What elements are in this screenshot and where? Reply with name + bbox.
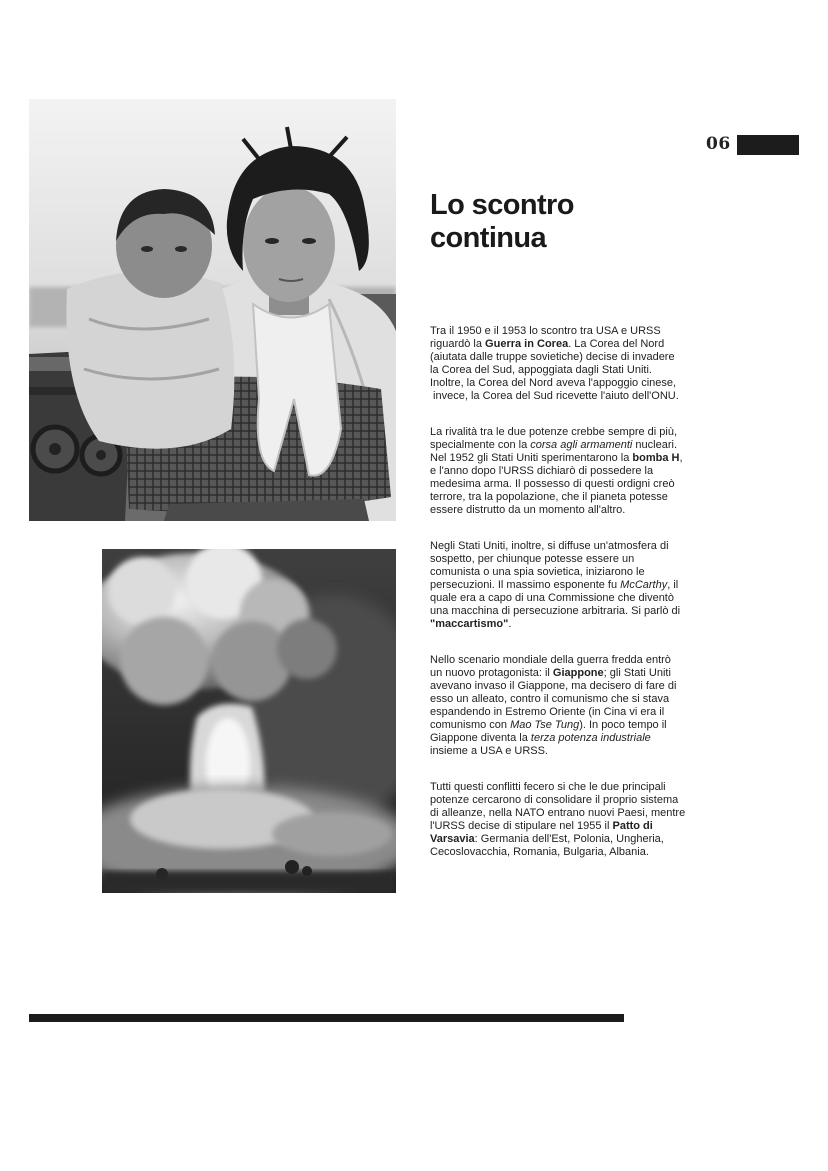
text-segment: comunismo con [430, 719, 511, 731]
text-segment: nucleari. [632, 439, 678, 451]
text-segment: invece, la Corea del Sud ricevette l'aiuto dell'ONU. [430, 390, 679, 402]
text-line [430, 719, 730, 732]
text-segment: comunista o una spia sovietica, iniziarono le [430, 566, 645, 578]
paragraph-3 [430, 540, 730, 631]
text-segment: una macchina di persecuzione arbitraria. Si parlò di [430, 605, 681, 617]
title-line-1: Lo scontro [430, 189, 574, 221]
bold-term: Giappone [552, 667, 604, 679]
paragraph-5 [430, 781, 730, 859]
text-segment: insieme a USA e URSS. [430, 745, 548, 757]
bold-term: Varsavia [430, 833, 475, 845]
text-segment: riguardò la [430, 338, 486, 350]
text-segment: , il [667, 579, 679, 591]
text-segment: medesima arma. Il possesso di questi ordigni creò [430, 478, 675, 490]
text-line [430, 540, 730, 553]
text-line [430, 706, 730, 719]
text-line [430, 833, 730, 846]
paragraph-2 [430, 426, 730, 517]
text-segment: la Corea del Sud, appoggiata dagli Stati Uniti. [430, 364, 652, 376]
text-line [430, 693, 730, 706]
text-segment: Nel 1952 gli Stati Uniti sperimentarono la [430, 452, 633, 464]
page-number: 06 [706, 134, 731, 154]
text-line [430, 439, 730, 452]
text-segment: ; gli Stati Uniti [603, 667, 671, 679]
text-line [430, 579, 730, 592]
text-segment: essere distrutto da un momento all'altro. [430, 504, 626, 516]
text-line [430, 351, 730, 364]
text-segment: : Germania dell'Est, Polonia, Ungheria, [474, 833, 664, 845]
footer-bar [29, 1014, 624, 1022]
text-line [430, 820, 730, 833]
text-line [430, 592, 730, 605]
text-line [430, 325, 730, 338]
italic-term: terza potenza industriale [530, 732, 651, 744]
text-line [430, 491, 730, 504]
korean-children-photo [29, 99, 396, 521]
text-segment: , [679, 452, 683, 464]
bold-term: Patto di [612, 820, 653, 832]
page-number-bar [737, 135, 799, 155]
text-segment: specialmente con la [430, 439, 531, 451]
text-segment: e l'anno dopo l'URSS dichiarò di possedere la [430, 465, 654, 477]
text-line [430, 667, 730, 680]
text-line [430, 566, 730, 579]
title-line-2: continua [430, 222, 547, 254]
italic-term: corsa agli armamenti [530, 439, 633, 451]
text-line [430, 807, 730, 820]
italic-term: McCarthy [620, 579, 668, 591]
text-segment: Giappone diventa la [430, 732, 531, 744]
bold-term: "maccartismo" [430, 618, 509, 630]
text-line [430, 745, 730, 758]
text-line [430, 338, 730, 351]
text-segment: Tra il 1950 e il 1953 lo scontro tra USA e URSS [430, 325, 661, 337]
text-line [430, 618, 730, 631]
text-line [430, 465, 730, 478]
text-segment: espandendo in Estremo Oriente (in Cina vi era il [430, 706, 665, 718]
text-segment: di alleanze, nella NATO entrano nuovi Paesi, mentre [430, 807, 686, 819]
bold-term: bomba H [632, 452, 680, 464]
text-segment: ). In poco tempo il [579, 719, 667, 731]
text-segment: . La Corea del Nord [568, 338, 665, 350]
text-segment: La rivalità tra le due potenze crebbe sempre di più, [430, 426, 678, 438]
text-line [430, 478, 730, 491]
text-segment: l'URSS decise di stipulare nel 1955 il [430, 820, 613, 832]
text-line [430, 426, 730, 439]
text-segment: esso un alleato, contro il comunismo che si stava [430, 693, 670, 705]
article-body [430, 325, 730, 882]
text-line [430, 364, 730, 377]
text-line [430, 654, 730, 667]
italic-term: Mao Tse Tung [510, 719, 580, 731]
bold-term: Guerra in Corea [485, 338, 569, 350]
text-line [430, 452, 730, 465]
text-line [430, 390, 730, 403]
text-segment: sospetto, per chiunque potesse essere un [430, 553, 635, 565]
text-line [430, 605, 730, 618]
text-segment: persecuzioni. Il massimo esponente fu [430, 579, 621, 591]
text-line [430, 553, 730, 566]
text-segment: potenze cercarono di consolidare il proprio sistema [430, 794, 679, 806]
text-segment: (aiutata dalle truppe sovietiche) decise di invadere [430, 351, 675, 363]
text-line [430, 781, 730, 794]
paragraph-1 [430, 325, 730, 403]
text-segment: quale era a capo di una Commissione che diventò [430, 592, 674, 604]
text-segment: Nello scenario mondiale della guerra fredda entrò [430, 654, 671, 666]
text-line [430, 794, 730, 807]
text-segment: Negli Stati Uniti, inoltre, si diffuse un'atmosfera di [430, 540, 669, 552]
text-segment: Inoltre, la Corea del Nord aveva l'appoggio cinese, [430, 377, 677, 389]
text-line [430, 846, 730, 859]
nuclear-explosion-photo [102, 549, 396, 893]
text-line [430, 680, 730, 693]
text-segment: avevano invaso il Giappone, ma decisero di fare di [430, 680, 677, 692]
text-line [430, 377, 730, 390]
page-title [430, 189, 574, 255]
text-segment: un nuovo protagonista: il [430, 667, 553, 679]
text-segment: . [508, 618, 512, 630]
text-segment: terrore, tra la popolazione, che il pianeta potesse [430, 491, 668, 503]
text-line [430, 732, 730, 745]
text-segment: Tutti questi conflitti fecero si che le due principali [430, 781, 666, 793]
text-line [430, 504, 730, 517]
paragraph-4 [430, 654, 730, 758]
text-segment: Cecoslovacchia, Romania, Bulgaria, Albania. [430, 846, 649, 858]
